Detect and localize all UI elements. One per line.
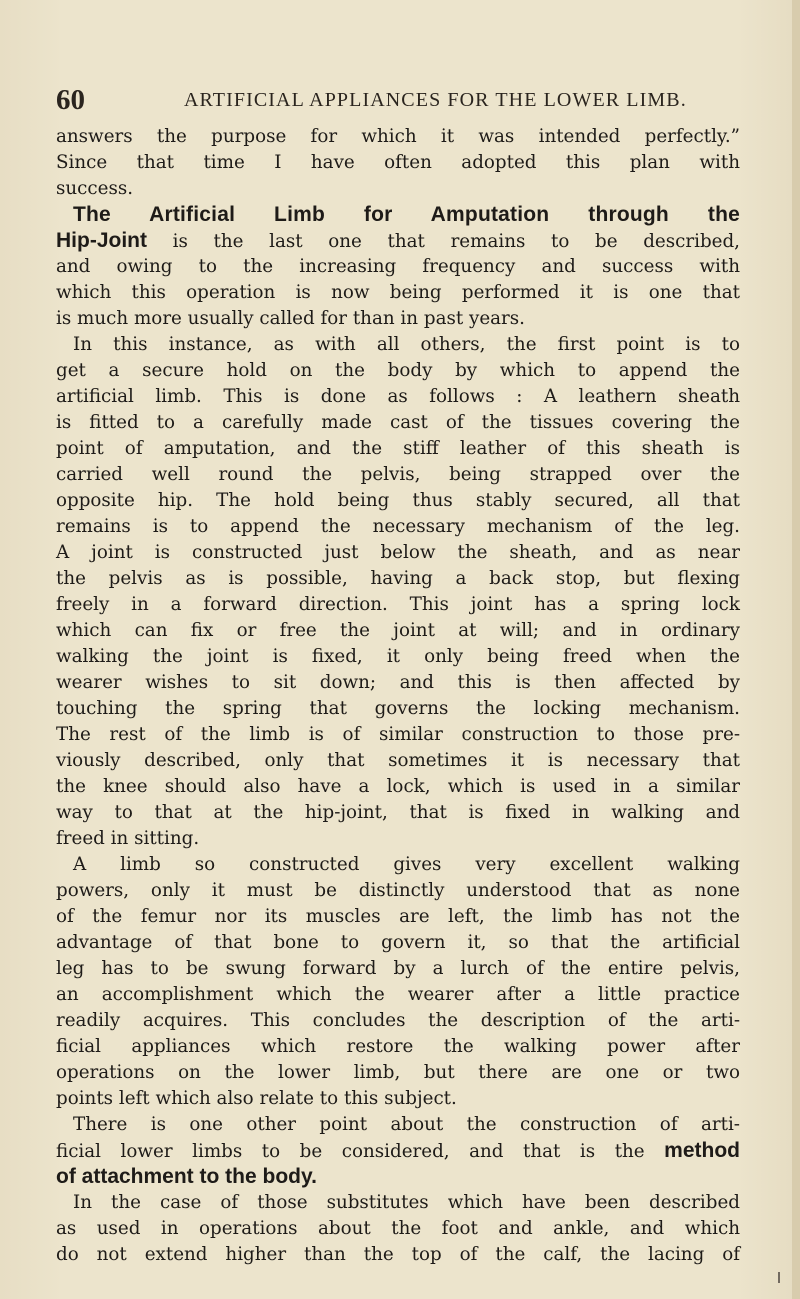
text-line: the knee should also have a lock, which is used in a similar — [56, 776, 740, 797]
page-number: 60 — [56, 84, 85, 116]
text-line: answers the purpose for which it was intended perfectly.” — [56, 126, 740, 147]
method-heading: method — [664, 1139, 740, 1162]
page-edge-shadow — [792, 0, 800, 1299]
text-line: points left which also relate to this subject. — [56, 1088, 457, 1109]
text-line: the pelvis as is possible, having a back stop, but flexing — [56, 568, 740, 589]
running-header — [56, 82, 746, 118]
text-line: readily acquires. This concludes the description of the arti- — [56, 1010, 740, 1031]
paragraph-start: There is one other point about the construction of arti- — [73, 1114, 740, 1135]
text-line: an accomplishment which the wearer after a little practice — [56, 984, 740, 1005]
text-line: operations on the lower limb, but there are one or two — [56, 1062, 740, 1083]
text-line: touching the spring that governs the locking mechanism. — [56, 698, 740, 719]
text-line: way to that at the hip-joint, that is fixed in walking and — [56, 802, 740, 823]
text-line: opposite hip. The hold being thus stably secured, all that — [56, 490, 740, 511]
text-line: success. — [56, 178, 134, 199]
section-heading-line: Hip-Joint is the last one that remains to be described, — [56, 229, 740, 252]
text-line: get a secure hold on the body by which to append the — [56, 360, 740, 381]
attachment-heading: of attachment to the body. — [56, 1165, 317, 1188]
text-line: freely in a forward direction. This joint has a spring lock — [56, 594, 740, 615]
text-line: remains is to append the necessary mechanism of the leg. — [56, 516, 740, 537]
text-line: do not extend higher than the top of the calf, the lacing of — [56, 1244, 740, 1265]
text-line: which this operation is now being performed it is one that — [56, 282, 740, 303]
text-line: wearer wishes to sit down; and this is then affected by — [56, 672, 740, 693]
text-line: A joint is constructed just below the sheath, and as near — [56, 542, 740, 563]
text-line: point of amputation, and the stiff leather of this sheath is — [56, 438, 740, 459]
text-line: is fitted to a carefully made cast of the tissues covering the — [56, 412, 740, 433]
text-line: leg has to be swung forward by a lurch of the entire pelvis, — [56, 958, 740, 979]
section-heading: The Artificial Limb for Amputation through the — [73, 203, 740, 226]
text-line: walking the joint is fixed, it only being freed when the — [56, 646, 740, 667]
paragraph-start: A limb so constructed gives very excellent walking — [73, 854, 740, 875]
paragraph-start: In the case of those substitutes which have been described — [73, 1192, 740, 1213]
section-heading-line — [56, 202, 740, 228]
text-line: carried well round the pelvis, being strapped over the — [56, 464, 740, 485]
text-line: as used in operations about the foot and ankle, and which — [56, 1218, 740, 1239]
running-title: ARTIFICIAL APPLIANCES FOR THE LOWER LIMB. — [184, 89, 687, 111]
text-line: is much more usually called for than in past years. — [56, 308, 525, 329]
text-line: freed in sitting. — [56, 828, 200, 849]
text-line: ficial appliances which restore the walking power after — [56, 1036, 740, 1057]
section-heading-continuation: Hip-Joint — [56, 229, 147, 252]
text-line: viously described, only that sometimes it is necessary that — [56, 750, 740, 771]
section-heading-line — [56, 1164, 740, 1190]
text-line: which can fix or free the joint at will; and in ordinary — [56, 620, 740, 641]
text-line: The rest of the limb is of similar construction to those pre- — [56, 724, 740, 745]
text-line: powers, only it must be distinctly understood that as none — [56, 880, 740, 901]
text-line: advantage of that bone to govern it, so that the artificial — [56, 932, 740, 953]
text-line: and owing to the increasing frequency and success with — [56, 256, 740, 277]
text-line: artificial limb. This is done as follows : A leathern sheath — [56, 386, 740, 407]
text-line: of the femur nor its muscles are left, the limb has not the — [56, 906, 740, 927]
body-text — [56, 124, 740, 1268]
scan-mark — [778, 1272, 780, 1283]
text-line: Since that time I have often adopted this plan with — [56, 152, 740, 173]
text-line: ficial lower limbs to be considered, and that is the method — [56, 1139, 740, 1162]
paragraph-start: In this instance, as with all others, the first point is to — [73, 334, 740, 355]
